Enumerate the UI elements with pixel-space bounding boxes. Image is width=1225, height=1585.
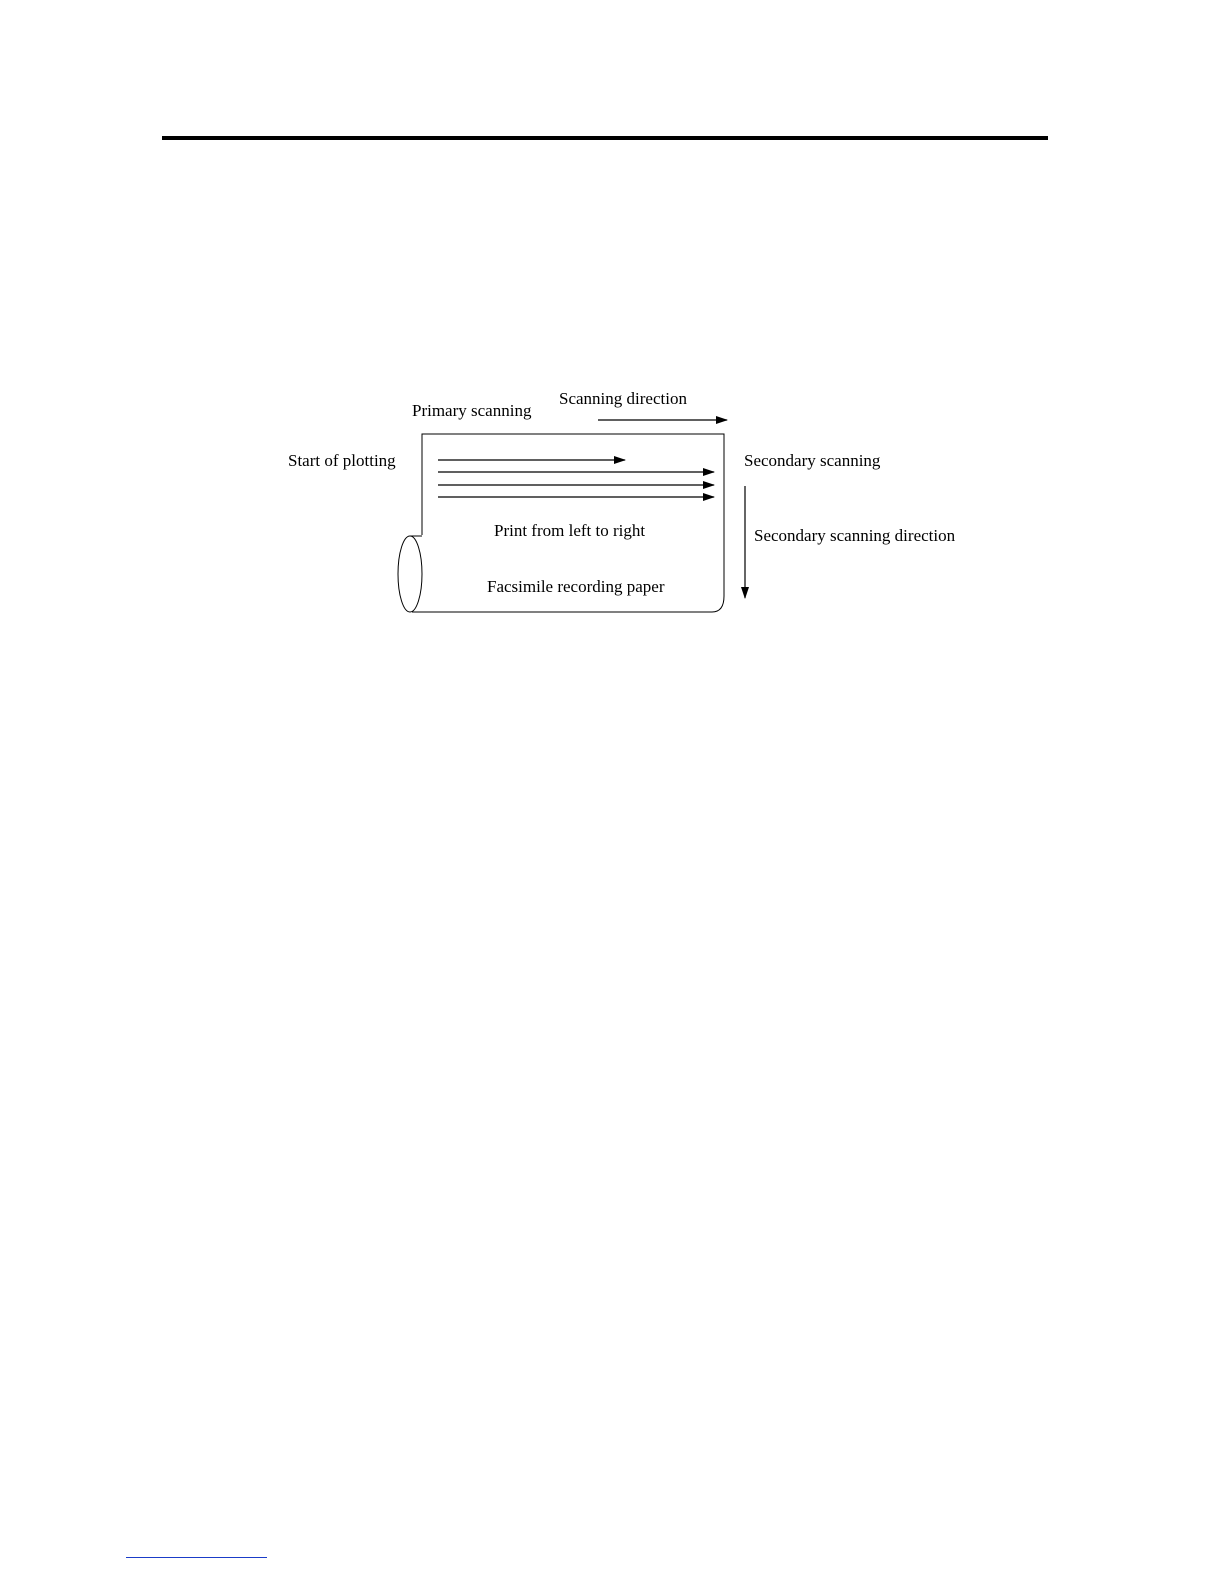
label-secondary-scanning: Secondary scanning <box>744 451 881 470</box>
label-facsimile-recording-paper: Facsimile recording paper <box>487 577 665 596</box>
roll-end-cap <box>398 536 422 612</box>
label-start-of-plotting: Start of plotting <box>288 451 396 470</box>
label-secondary-scanning-direction: Secondary scanning direction <box>754 526 956 545</box>
footnote-link-underline <box>126 1557 267 1558</box>
label-scanning-direction: Scanning direction <box>559 389 687 408</box>
label-print-from-left-to-right: Print from left to right <box>494 521 646 540</box>
label-primary-scanning: Primary scanning <box>412 401 532 420</box>
